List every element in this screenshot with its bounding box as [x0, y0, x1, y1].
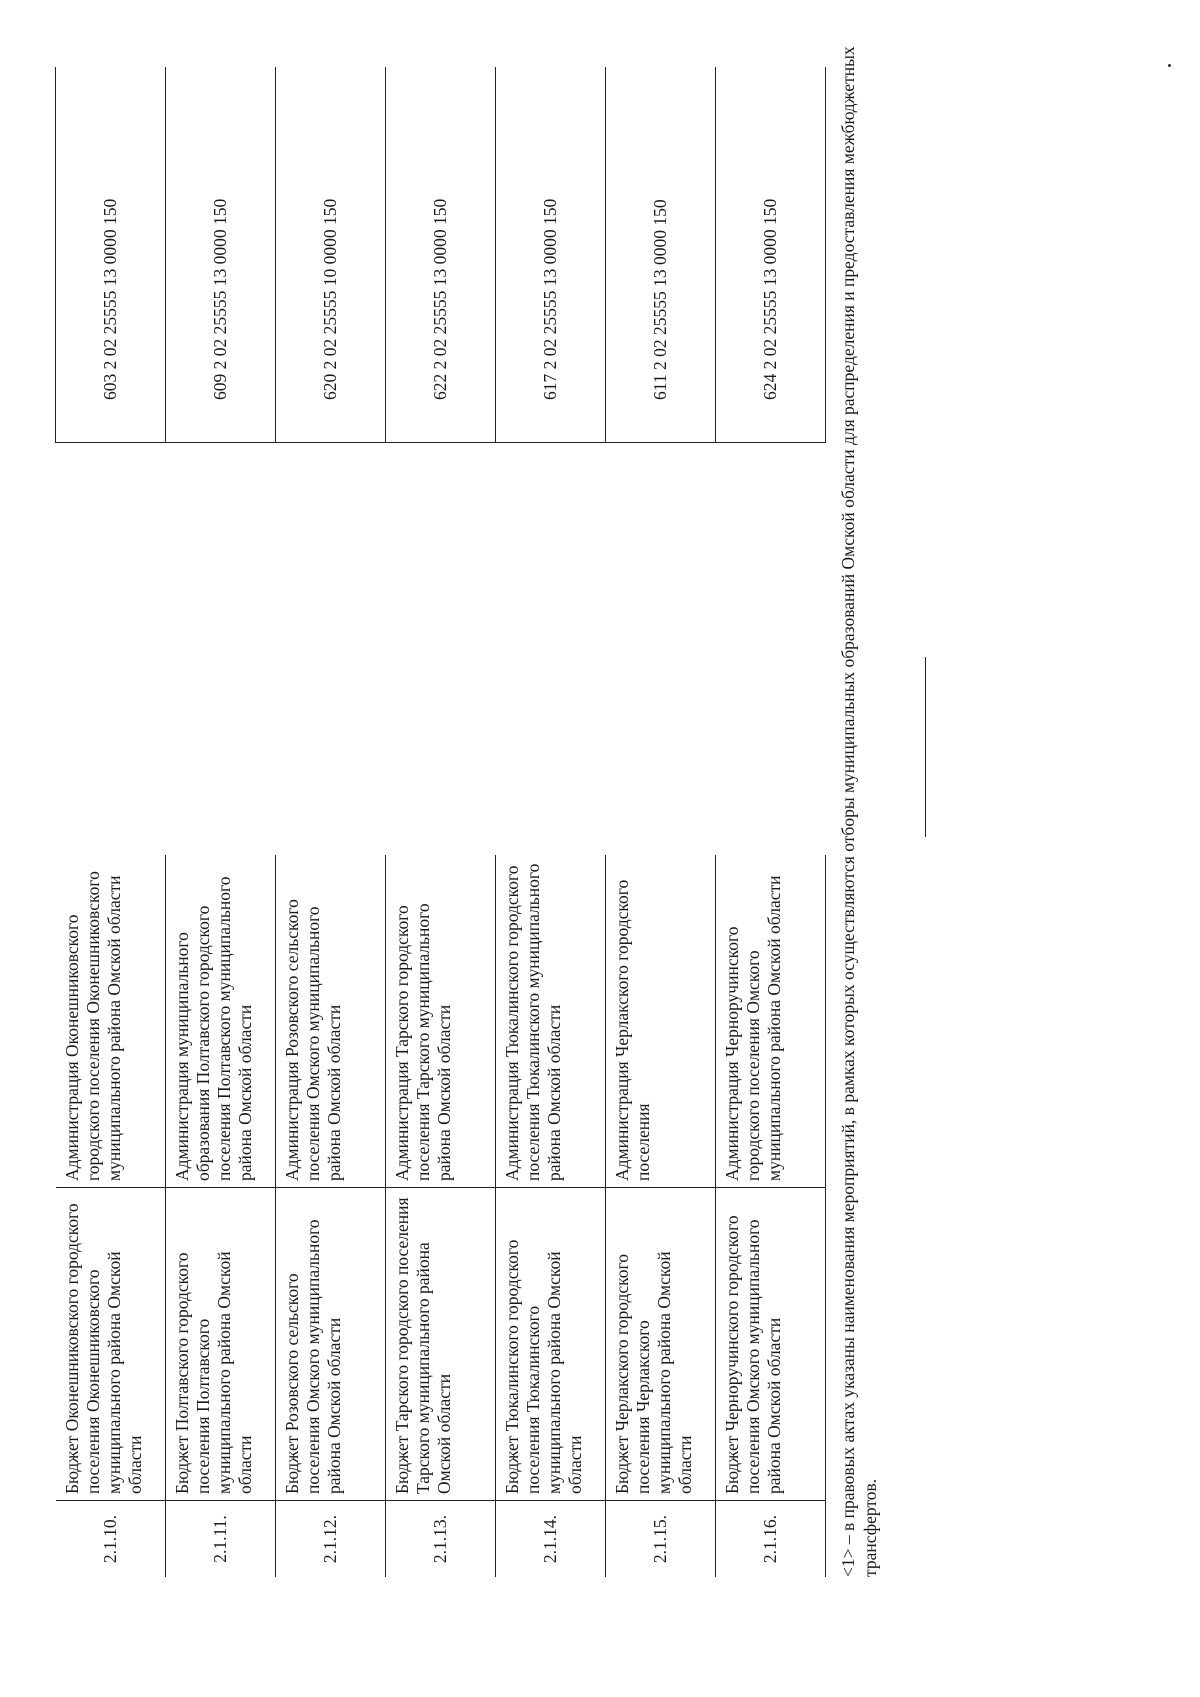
- row-number: 2.1.16.: [716, 1501, 826, 1578]
- blank-cell: [716, 443, 826, 856]
- budget-name-cell: Бюджет Полтавского городского поселения Полтавского муниципального района Омской области: [166, 1188, 276, 1501]
- administrator-cell: Администрация Тюкалинского городского поселения Тюкалинского муниципального района Омской области: [496, 855, 606, 1188]
- budget-name-cell: Бюджет Тарского городского поселения Тарского муниципального района Омской области: [386, 1188, 496, 1501]
- table-row: [166, 67, 276, 1577]
- budget-code-cell: 603 2 02 25555 13 0000 150: [56, 67, 166, 443]
- budget-name-cell: Бюджет Оконешниковского городского поселения Оконешниковского муниципального района Омской области: [56, 1188, 166, 1501]
- table-row: [496, 67, 606, 1577]
- administrator-cell: Администрация Черлакского городского поселения: [606, 855, 716, 1188]
- budget-code-cell: 609 2 02 25555 13 0000 150: [166, 67, 276, 443]
- separator-line: [925, 657, 926, 837]
- administrator-cell: Администрация Тарского городского поселения Тарского муниципального района Омской области: [386, 855, 496, 1188]
- scan-speck: [1168, 64, 1171, 67]
- table-row: [386, 67, 496, 1577]
- blank-cell: [56, 443, 166, 856]
- budget-code-cell: 624 2 02 25555 13 0000 150: [716, 67, 826, 443]
- row-number: 2.1.12.: [276, 1501, 386, 1578]
- row-number: 2.1.10.: [56, 1501, 166, 1578]
- blank-cell: [386, 443, 496, 856]
- blank-cell: [166, 443, 276, 856]
- table-row: [716, 67, 826, 1577]
- budget-name-cell: Бюджет Черноручинского городского поселения Омского муниципального района Омской области: [716, 1188, 826, 1501]
- table-row: [56, 67, 166, 1577]
- administrator-cell: Администрация Розовского сельского поселения Омского муниципального района Омской области: [276, 855, 386, 1188]
- table-row: [606, 67, 716, 1577]
- budget-code-cell: 611 2 02 25555 13 0000 150: [606, 67, 716, 443]
- row-number: 2.1.14.: [496, 1501, 606, 1578]
- administrator-cell: Администрация Оконешниковского городского поселения Оконешниковского муниципального района Омской области: [56, 855, 166, 1188]
- blank-cell: [276, 443, 386, 856]
- row-number: 2.1.15.: [606, 1501, 716, 1578]
- blank-cell: [496, 443, 606, 856]
- administrator-cell: Администрация муниципального образования Полтавского городского поселения Полтавского муниципального района Омской области: [166, 855, 276, 1188]
- administrator-cell: Администрация Черноручинского городского поселения Омского муниципального района Омской области: [716, 855, 826, 1188]
- blank-cell: [606, 443, 716, 856]
- footnote: <1> – в правовых актах указаны наименования мероприятий, в рамках которых осуществляются отборы муниципальных образований Омской области для распределения и предоставления межбюджетных трансфертов.: [838, 46, 880, 1577]
- table-row: [276, 67, 386, 1577]
- budget-code-cell: 622 2 02 25555 13 0000 150: [386, 67, 496, 443]
- budget-code-cell: 620 2 02 25555 10 0000 150: [276, 67, 386, 443]
- row-number: 2.1.13.: [386, 1501, 496, 1578]
- budget-name-cell: Бюджет Черлакского городского поселения Черлакского муниципального района Омской области: [606, 1188, 716, 1501]
- budget-name-cell: Бюджет Тюкалинского городского поселения Тюкалинского муниципального района Омской области: [496, 1188, 606, 1501]
- budget-name-cell: Бюджет Розовского сельского поселения Омского муниципального района Омской области: [276, 1188, 386, 1501]
- transfers-table: [55, 67, 826, 1577]
- budget-code-cell: 617 2 02 25555 13 0000 150: [496, 67, 606, 443]
- row-number: 2.1.11.: [166, 1501, 276, 1578]
